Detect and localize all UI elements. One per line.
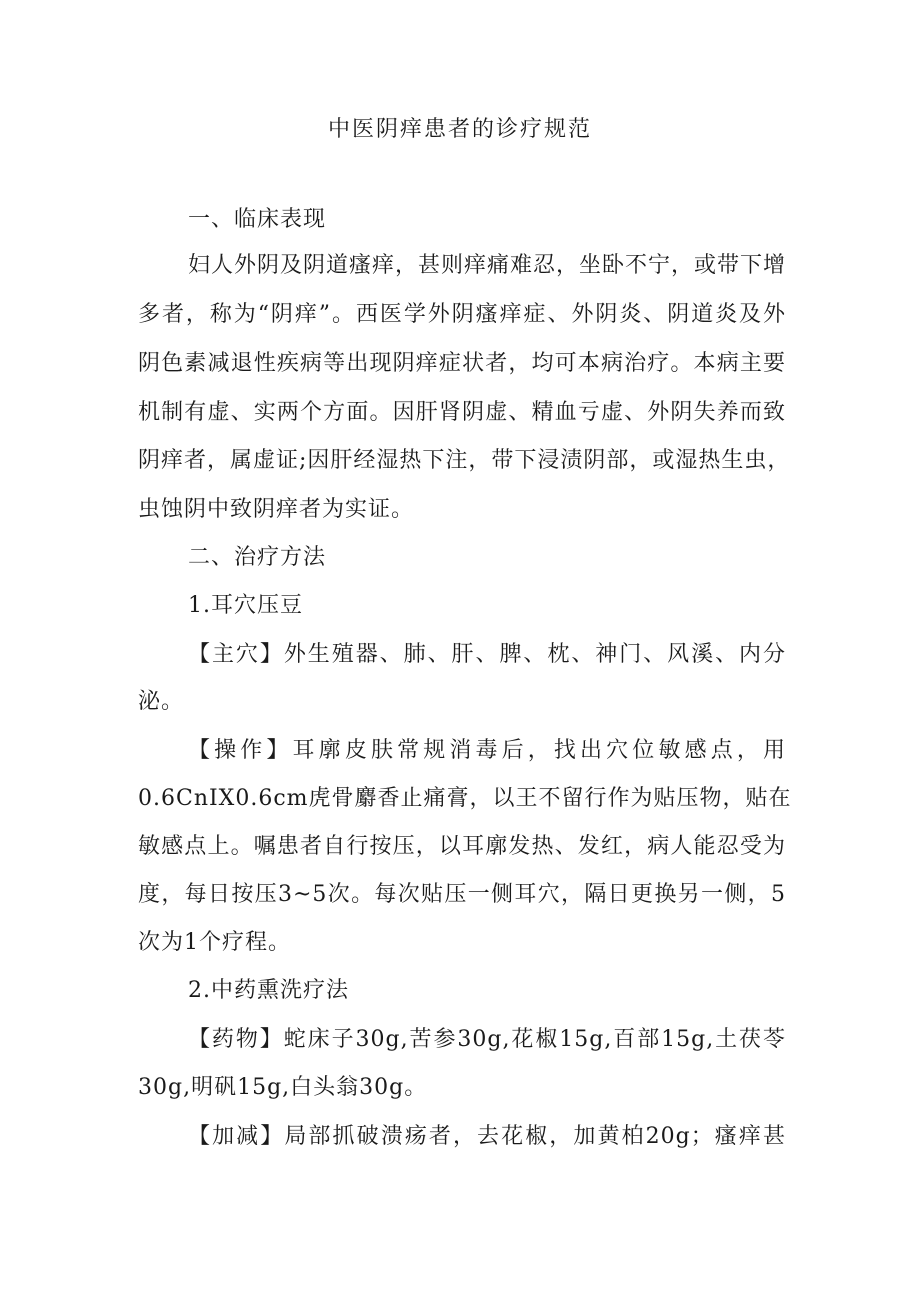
paragraph-line: 机制有虚、实两个方面。因肝肾阴虚、精血亏虚、外阴失养而致 bbox=[138, 400, 786, 425]
paragraph-line: 虫蚀阴中致阴痒者为实证。 bbox=[138, 497, 415, 522]
paragraph-line: 30g,明矾15g,白头翁30g。 bbox=[138, 1075, 428, 1100]
section-heading-treatment: 二、治疗方法 bbox=[188, 545, 327, 570]
subsection-heading-herbal-fumigation: 2.中药熏洗疗法 bbox=[188, 978, 349, 1003]
paragraph-line: 多者，称为“阴痒”。西医学外阴瘙痒症、外阴炎、阴道炎及外 bbox=[138, 302, 786, 327]
paragraph-line: 【加减】局部抓破溃疡者，去花椒，加黄柏20g；瘙痒甚 bbox=[188, 1124, 786, 1149]
paragraph-line: 0.6CnIX0.6cm虎骨麝香止痛膏，以王不留行作为贴压物，贴在 bbox=[138, 786, 792, 811]
paragraph-line: 阴色素减退性疾病等出现阴痒症状者，均可本病治疗。本病主要 bbox=[138, 351, 786, 376]
document-title: 中医阴痒患者的诊疗规范 bbox=[327, 117, 592, 142]
paragraph-line: 泌。 bbox=[138, 689, 185, 714]
paragraph-line: 敏感点上。嘱患者自行按压，以耳廓发热、发红，病人能忍受为 bbox=[138, 834, 786, 859]
paragraph-line: 次为1个疗程。 bbox=[138, 930, 291, 955]
subsection-heading-ear-acupressure: 1.耳穴压豆 bbox=[188, 593, 303, 618]
paragraph-line: 【操作】耳廓皮肤常规消毒后，找出穴位敏感点，用 bbox=[188, 738, 786, 763]
section-heading-clinical: 一、临床表现 bbox=[188, 207, 327, 232]
paragraph-line: 度，每日按压3~5次。每次贴压一侧耳穴，隔日更换另一侧，5 bbox=[138, 882, 786, 907]
paragraph-line: 【药物】蛇床子30g,苦参30g,花椒15g,百部15g,土茯苓 bbox=[188, 1027, 786, 1052]
paragraph-line: 妇人外阴及阴道瘙痒，甚则痒痛难忍，坐卧不宁，或带下增 bbox=[188, 253, 787, 278]
paragraph-line: 【主穴】外生殖器、肺、肝、脾、枕、神门、风溪、内分 bbox=[188, 642, 786, 667]
paragraph-line: 阴痒者，属虚证;因肝经湿热下注，带下浸渍阴部，或湿热生虫， bbox=[138, 448, 791, 473]
